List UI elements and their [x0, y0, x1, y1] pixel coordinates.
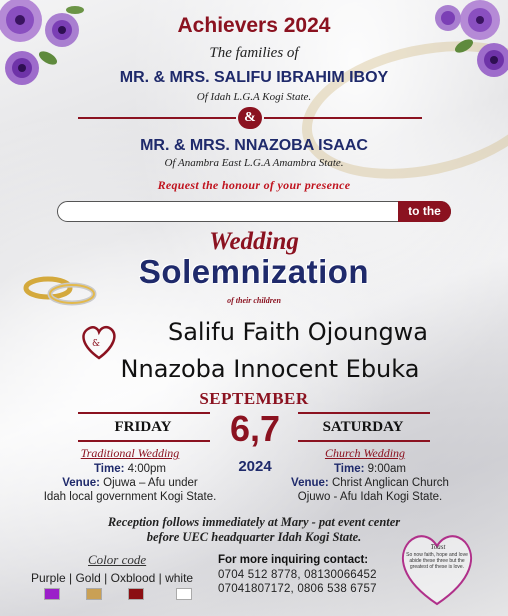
friday-time-value: 4:00pm: [124, 463, 167, 475]
friday-bottom-line: [78, 440, 210, 442]
saturday-venue: [270, 476, 470, 490]
contact-title: For more inquiring contact:: [218, 554, 369, 566]
saturday-label: SATURDAY: [322, 419, 404, 435]
saturday-venue-label: Venue:: [291, 477, 329, 489]
to-the-label: to the: [398, 201, 451, 222]
friday-venue: [20, 476, 240, 490]
toast-title: Toast: [430, 543, 446, 551]
event-dates: 6,7: [229, 408, 281, 449]
friday-venue-line1: Ojuwa – Afu under: [99, 477, 198, 489]
reception-line2: before UEC headquarter Idah Kogi State.: [146, 530, 362, 544]
friday-venue-line2: Idah local government Kogi State.: [43, 491, 217, 503]
event-month: SEPTEMBER: [199, 389, 309, 408]
svg-text:&: &: [92, 339, 101, 349]
ampersand-badge: &: [238, 107, 262, 129]
request-honour: Request the honour of your presence: [157, 178, 351, 192]
divider-right: [264, 117, 422, 119]
solemnization-heading: Solemnization: [138, 253, 370, 290]
banner-bar: [57, 201, 451, 222]
friday-label: FRIDAY: [114, 419, 172, 435]
of-their-children: of their children: [227, 296, 281, 305]
swatch-purple: [44, 588, 60, 600]
families-intro: The families of: [209, 45, 299, 61]
contact-phones-line1: 0704 512 8778, 08130066452: [218, 569, 377, 581]
saturday-time-label: Time:: [333, 463, 365, 475]
saturday-time: [270, 462, 470, 476]
color-code-list: Purple | Gold | Oxblood | white: [31, 571, 194, 585]
event-year: 2024: [238, 458, 272, 475]
toast-text: So now faith, hope and love abide these three but the greatest of these is love.: [406, 552, 468, 570]
divider-left: [78, 117, 236, 119]
traditional-wedding-title: Traditional Wedding: [80, 446, 180, 460]
saturday-venue-line2: Ojuwo - Afu Idah Kogi State.: [297, 491, 443, 503]
contact-phones-line2: 07041807172, 0806 538 6757: [218, 583, 377, 595]
family1-place: Of Idah L.G.A Kogi State.: [196, 91, 312, 103]
family2-name: MR. & MRS. NNAZOBA ISAAC: [140, 137, 368, 154]
swatch-oxblood: [128, 588, 144, 600]
friday-venue-label: Venue:: [62, 477, 100, 489]
couple-name-bride: Salifu Faith Ojoungwa: [167, 318, 429, 346]
saturday-bottom-line: [298, 440, 430, 442]
couple-name-groom: Nnazoba Innocent Ebuka: [120, 355, 420, 383]
saturday-venue-line1: Christ Anglican Church: [328, 477, 449, 489]
swatch-white: [176, 588, 192, 600]
saturday-time-value: 9:00am: [364, 463, 407, 475]
saturday-top-line: [298, 412, 430, 414]
wedding-script: Wedding: [209, 228, 299, 255]
family1-name: MR. & MRS. SALIFU IBRAHIM IBOY: [119, 69, 389, 86]
reception-line1: Reception follows immediately at Mary - pat event center: [107, 515, 401, 529]
invitation-title: Achievers 2024: [177, 14, 331, 37]
family2-place: Of Anambra East L.G.A Amambra State.: [164, 157, 344, 169]
friday-time-label: Time:: [93, 463, 125, 475]
church-wedding-title: Church Wedding: [324, 446, 406, 460]
friday-time: [20, 462, 240, 476]
color-code-title: Color code: [88, 552, 147, 567]
friday-top-line: [78, 412, 210, 414]
swatch-gold: [86, 588, 102, 600]
